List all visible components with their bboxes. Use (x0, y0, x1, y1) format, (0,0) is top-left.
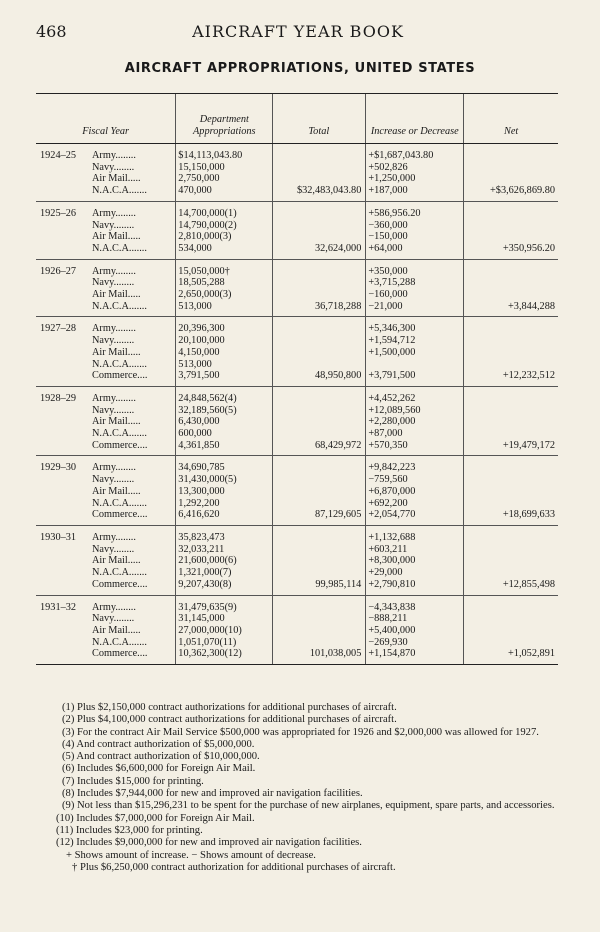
appropriation-value: 31,145,000 (178, 613, 225, 625)
change-value: +1,154,870 (368, 648, 416, 660)
change-value: +1,250,000 (368, 173, 416, 185)
footnote: (12) Includes $9,000,000 for new and improved air navigation facilities. (56, 837, 362, 849)
footnote: (6) Includes $6,600,000 for Foreign Air Mail. (62, 763, 256, 775)
running-head: AIRCRAFT YEAR BOOK (192, 22, 404, 41)
service-name: N.A.C.A....... (92, 567, 147, 579)
appropriation-value: 9,207,430(8) (178, 578, 232, 590)
fiscal-year-cell (36, 595, 176, 665)
footnote: (3) For the contract Air Mail Service $500,000 was appropriated for 1926 and $2,000,000 was allowed for 1927. (62, 726, 539, 738)
appropriation-value: 35,823,473 (178, 531, 225, 543)
dagger-note: † Plus $6,250,000 contract authorization for additional purchases of aircraft. (72, 861, 396, 873)
service-name: Commerce.... (92, 509, 148, 521)
appropriation-value: 14,700,000(1) (178, 207, 237, 219)
fiscal-year: 1925–26 (40, 207, 77, 219)
change-value: +4,452,262 (368, 392, 416, 404)
change-value: +5,400,000 (368, 624, 416, 636)
change-value: +2,280,000 (368, 416, 416, 428)
service-name: N.A.C.A....... (92, 242, 147, 254)
appropriation-value: 513,000 (178, 358, 212, 370)
appropriation-value: 15,150,000 (178, 161, 225, 173)
change-cell (366, 525, 464, 595)
footnotes (36, 702, 560, 874)
net-cell (464, 525, 558, 595)
service-name: Air Mail..... (92, 173, 141, 185)
appropriation-value: 20,396,300 (178, 323, 225, 335)
fiscal-year-group (36, 201, 558, 259)
change-value: +9,842,223 (368, 462, 416, 474)
appropriation-value: 1,051,070(11) (178, 636, 237, 648)
change-cell (366, 317, 464, 387)
change-value: +1,594,712 (368, 335, 416, 347)
appropriation-value: 6,430,000 (178, 416, 220, 428)
change-value: +350,000 (368, 265, 408, 277)
service-name: Air Mail..... (92, 231, 141, 243)
service-list (92, 150, 147, 197)
change-value: +692,200 (368, 497, 408, 509)
appropriation-value: 14,790,000(2) (178, 219, 237, 231)
page-header (36, 22, 560, 44)
appropriations-table (36, 93, 558, 665)
change-value: +187,000 (368, 185, 408, 197)
fiscal-year: 1926–27 (40, 265, 77, 277)
service-name: Army........ (92, 323, 136, 335)
fiscal-year-cell (36, 144, 176, 202)
service-name: Army........ (92, 601, 136, 613)
change-value: +502,826 (368, 161, 408, 173)
appropriation-value: 513,000 (178, 300, 212, 312)
change-value: +8,300,000 (368, 555, 416, 567)
fiscal-year-group (36, 456, 558, 526)
change-value: +3,715,288 (368, 277, 416, 289)
appropriation-cell (176, 595, 273, 665)
fiscal-year: 1924–25 (40, 150, 77, 161)
appropriation-value: 1,321,000(7) (178, 567, 232, 579)
change-value: +3,791,500 (368, 370, 416, 382)
appropriation-value: 2,650,000(3) (178, 289, 232, 301)
header-net: Net (464, 94, 558, 144)
service-name: Air Mail..... (92, 624, 141, 636)
appropriation-cell (176, 525, 273, 595)
net-value: +18,699,633 (502, 509, 555, 521)
service-name: Army........ (92, 531, 136, 543)
footnote: (4) And contract authorization of $5,000,000. (62, 738, 255, 750)
appropriation-value: 13,300,000 (178, 485, 225, 497)
service-name: Navy........ (92, 335, 135, 347)
table-body (36, 144, 558, 665)
change-value: +$1,687,043.80 (368, 150, 434, 161)
change-cell (366, 259, 464, 317)
fiscal-year-cell (36, 317, 176, 387)
change-value: −21,000 (368, 300, 403, 312)
service-name: Navy........ (92, 404, 135, 416)
header-total: Total (273, 94, 366, 144)
fiscal-year: 1927–28 (40, 323, 77, 335)
appropriation-cell (176, 317, 273, 387)
footnote: (11) Includes $23,000 for printing. (56, 824, 203, 836)
service-name: Navy........ (92, 543, 135, 555)
footnote: (8) Includes $7,944,000 for new and improved air navigation facilities. (62, 788, 363, 800)
net-cell (464, 456, 558, 526)
header-fiscal-year: Fiscal Year (36, 94, 176, 144)
change-value: +603,211 (368, 543, 408, 555)
total-cell (273, 456, 366, 526)
appropriation-value: 27,000,000(10) (178, 624, 242, 636)
service-name: Air Mail..... (92, 416, 141, 428)
appropriation-value: 24,848,562(4) (178, 392, 237, 404)
header-department: Department Appropriations (176, 94, 273, 144)
fiscal-year: 1931–32 (40, 601, 77, 613)
service-list (92, 532, 147, 591)
service-name: Navy........ (92, 161, 135, 173)
change-value: +5,346,300 (368, 323, 416, 335)
appropriation-cell (176, 386, 273, 456)
service-list (92, 266, 147, 313)
total-value: 32,624,000 (315, 242, 362, 254)
appropriation-value: 4,150,000 (178, 346, 220, 358)
service-name: Army........ (92, 265, 136, 277)
service-name: Air Mail..... (92, 289, 141, 301)
service-name: Army........ (92, 462, 136, 474)
change-value: +2,054,770 (368, 509, 416, 521)
service-list (92, 602, 147, 661)
service-name: Navy........ (92, 277, 135, 289)
service-list (92, 208, 147, 255)
table-header-row (36, 94, 558, 144)
appropriation-value: 6,416,620 (178, 509, 220, 521)
service-name: N.A.C.A....... (92, 300, 147, 312)
appropriation-value: 10,362,300(12) (178, 648, 242, 660)
total-value: 36,718,288 (315, 300, 362, 312)
footnote: (2) Plus $4,100,000 contract authorizations for additional purchases of aircraft. (62, 714, 397, 726)
fiscal-year-group (36, 525, 558, 595)
change-cell (366, 386, 464, 456)
footnote: (10) Includes $7,000,000 for Foreign Air Mail. (56, 812, 255, 824)
change-cell (366, 595, 464, 665)
service-name: Army........ (92, 150, 136, 161)
change-value: +2,790,810 (368, 578, 416, 590)
change-value: −160,000 (368, 289, 408, 301)
net-value: +3,844,288 (508, 300, 555, 312)
appropriation-value: 32,189,560(5) (178, 404, 237, 416)
fiscal-year-cell (36, 456, 176, 526)
change-cell (366, 456, 464, 526)
change-value: −888,211 (368, 613, 408, 625)
change-value: +87,000 (368, 428, 403, 440)
change-value: −360,000 (368, 219, 408, 231)
total-cell (273, 201, 366, 259)
service-name: Commerce.... (92, 370, 148, 382)
fiscal-year-cell (36, 259, 176, 317)
appropriation-value: 31,479,635(9) (178, 601, 237, 613)
total-value: 48,950,800 (315, 370, 362, 382)
change-value: +12,089,560 (368, 404, 421, 416)
appropriation-value: 15,050,000† (178, 265, 230, 277)
fiscal-year-cell (36, 201, 176, 259)
net-value: +$3,626,869.80 (489, 185, 555, 197)
change-value: −269,930 (368, 636, 408, 648)
total-cell (273, 317, 366, 387)
net-cell (464, 144, 558, 202)
service-name: Air Mail..... (92, 346, 141, 358)
service-list (92, 323, 147, 382)
service-name: Commerce.... (92, 578, 148, 590)
appropriation-value: 4,361,850 (178, 439, 220, 451)
total-cell (273, 259, 366, 317)
net-value: +1,052,891 (508, 648, 555, 660)
service-name: Navy........ (92, 613, 135, 625)
change-value: +1,500,000 (368, 346, 416, 358)
net-cell (464, 595, 558, 665)
appropriation-value: 31,430,000(5) (178, 474, 237, 486)
service-name: Air Mail..... (92, 555, 141, 567)
change-value: −150,000 (368, 231, 408, 243)
appropriation-value: 34,690,785 (178, 462, 225, 474)
appropriation-value: 21,600,000(6) (178, 555, 237, 567)
change-value: +29,000 (368, 567, 403, 579)
fiscal-year-cell (36, 386, 176, 456)
service-name: Army........ (92, 392, 136, 404)
total-cell (273, 525, 366, 595)
appropriation-value: $14,113,043.80 (178, 150, 243, 161)
appropriation-value: 32,033,211 (178, 543, 225, 555)
appropriation-value: 18,505,288 (178, 277, 225, 289)
fiscal-year-group (36, 259, 558, 317)
table-title: AIRCRAFT APPROPRIATIONS, UNITED STATES (124, 61, 476, 76)
net-value: +12,855,498 (502, 578, 555, 590)
service-name: N.A.C.A....... (92, 497, 147, 509)
total-value: 68,429,972 (315, 439, 362, 451)
change-value: +64,000 (368, 242, 403, 254)
fiscal-year-group (36, 595, 558, 665)
change-value: −4,343,838 (368, 601, 416, 613)
change-value: +570,350 (368, 439, 408, 451)
service-name: N.A.C.A....... (92, 185, 147, 197)
sign-legend: + Shows amount of increase. − Shows amount of decrease. (66, 849, 316, 861)
fiscal-year: 1928–29 (40, 392, 77, 404)
service-name: Army........ (92, 207, 136, 219)
net-value: +19,479,172 (502, 439, 555, 451)
appropriation-cell (176, 201, 273, 259)
fiscal-year-cell (36, 525, 176, 595)
appropriation-value: 1,292,200 (178, 497, 220, 509)
net-cell (464, 259, 558, 317)
service-list (92, 393, 147, 452)
fiscal-year: 1929–30 (40, 462, 77, 474)
service-name: Navy........ (92, 219, 135, 231)
net-value: +12,232,512 (502, 370, 555, 382)
service-name: N.A.C.A....... (92, 428, 147, 440)
total-value: 101,038,005 (309, 648, 362, 660)
change-value: +1,132,688 (368, 531, 416, 543)
service-name: Commerce.... (92, 439, 148, 451)
service-name: Commerce.... (92, 648, 148, 660)
footnote: (7) Includes $15,000 for printing. (62, 775, 204, 787)
service-name: Navy........ (92, 474, 135, 486)
change-cell (366, 201, 464, 259)
total-cell (273, 386, 366, 456)
footnote: (5) And contract authorization of $10,000,000. (62, 751, 260, 763)
appropriation-value: 470,000 (178, 185, 212, 197)
appropriation-cell (176, 259, 273, 317)
appropriation-cell (176, 144, 273, 202)
change-value: +586,956.20 (368, 207, 421, 219)
change-value: +6,870,000 (368, 485, 416, 497)
total-cell (273, 144, 366, 202)
change-value (368, 359, 461, 371)
appropriation-value: 534,000 (178, 242, 212, 254)
appropriation-value: 3,791,500 (178, 370, 220, 382)
appropriation-value: 2,750,000 (178, 173, 220, 185)
fiscal-year-group (36, 386, 558, 456)
fiscal-year: 1930–31 (40, 531, 77, 543)
total-value: 99,985,114 (315, 578, 362, 590)
header-increase: Increase or Decrease (366, 94, 464, 144)
net-cell (464, 317, 558, 387)
fiscal-year-group (36, 317, 558, 387)
net-cell (464, 201, 558, 259)
change-value: −759,560 (368, 474, 408, 486)
total-value: 87,129,605 (315, 509, 362, 521)
appropriation-cell (176, 456, 273, 526)
footnote: (1) Plus $2,150,000 contract authorizations for additional purchases of aircraft. (62, 702, 397, 713)
page-number: 468 (36, 22, 67, 41)
net-cell (464, 386, 558, 456)
total-value: $32,483,043.80 (296, 185, 362, 197)
appropriation-value: 20,100,000 (178, 335, 225, 347)
net-value: +350,956.20 (502, 242, 555, 254)
service-name: N.A.C.A....... (92, 636, 147, 648)
fiscal-year-group (36, 144, 558, 202)
appropriation-value: 2,810,000(3) (178, 231, 232, 243)
appropriation-value: 600,000 (178, 428, 212, 440)
footnote: (9) Not less than $15,296,231 to be spent for the purchase of new airplanes, equipment, spare parts, and accessories. (62, 800, 555, 812)
service-list (92, 462, 147, 521)
service-name: Air Mail..... (92, 485, 141, 497)
total-cell (273, 595, 366, 665)
service-name: N.A.C.A....... (92, 358, 147, 370)
change-cell (366, 144, 464, 202)
